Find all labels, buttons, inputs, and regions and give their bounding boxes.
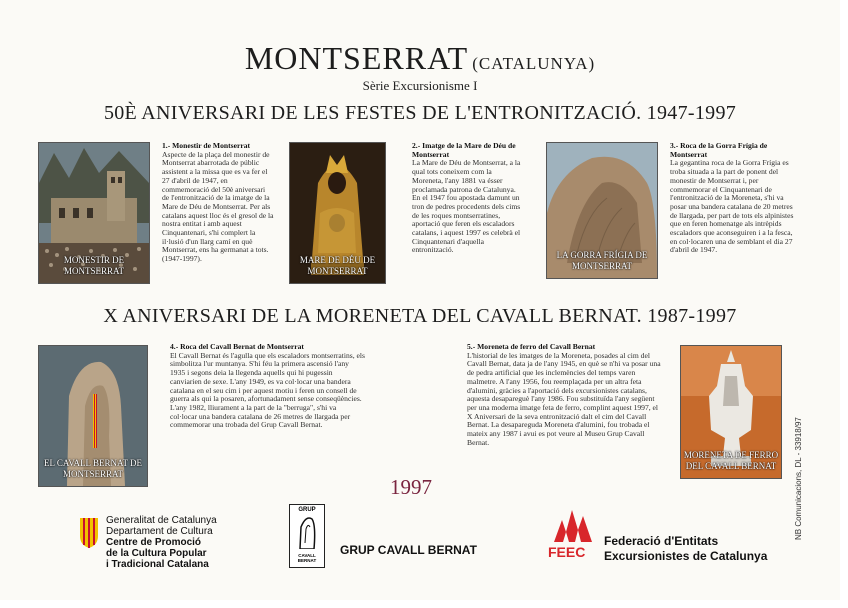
title-sub: (CATALUNYA): [472, 54, 596, 73]
item4-number: 4.-: [170, 342, 179, 351]
cavall-bernat-rock-icon: [290, 513, 324, 549]
page-title: [0, 40, 840, 77]
moreneta-ferro-photo: [680, 345, 782, 479]
item3-number: 3.-: [670, 141, 679, 150]
virgin-caption: MARE DE DÉU DE MONTSERRAT: [299, 255, 376, 276]
cavall-bernat-description: [170, 343, 365, 463]
item2-text: La Mare de Déu de Montserrat, a la qual tots coneixem com la Moreneta, l'any 1881 va ésser proclamada patrona de Catalunya. En el 1947 fou apostada damunt un tron de pedres procedents dels cims de les roques montserratines, aportació que feren els escaladors catalans, i aquest 1997 es celebrà el Cinquantenari d'aquella entronització.: [412, 158, 521, 255]
monastery-photo: [38, 142, 150, 284]
monastery-caption: MONESTIR DE MONTSERRAT: [63, 255, 125, 276]
grup-logo-top: GRUP: [298, 507, 316, 513]
virgin-description: [412, 142, 524, 290]
printer-note: NB Comunicacions, DL - 33918/97: [794, 417, 803, 540]
gencat-line-1: Generalitat de Catalunya: [106, 515, 217, 526]
item1-text: Aspecte de la plaça del monestir de Montserrat abarrotada de públic assistent a la missa que es va fer el 27 d'abril de 1947, en commemoració del 50è aniversari de l'entronització de la imatge de la Mare de Déu de Montserrat. Per als catalans aquest lloc és el gresol de la nostra entitat i amb aquest Cinquantenari, s'hi complert la il·lusió d'un llarg camí en què Montserrat, ens ha germanat a tots. (1947-1997).: [162, 149, 274, 264]
year-stamp: 1997: [390, 475, 432, 499]
item2-number: 2.-: [412, 141, 421, 150]
item4-title: Roca del Cavall Bernat de Montserrat: [180, 342, 304, 351]
gencat-bold-line-1: Centre de Promoció: [106, 537, 202, 548]
section2-heading: X ANIVERSARI DE LA MORENETA DEL CAVALL BERNAT. 1987-1997: [103, 305, 737, 327]
mountain-peaks-icon: [552, 508, 594, 542]
item1-title: Monestir de Montserrat: [172, 141, 251, 150]
grup-name: GRUP CAVALL BERNAT: [340, 543, 477, 557]
grup-logo-bottom: CAVALL BERNAT: [297, 553, 317, 563]
item3-title: Roca de la Gorra Frígia de Montserrat: [670, 141, 768, 159]
item2-title: Imatge de la Mare de Déu de Montserrat: [412, 141, 516, 159]
gorra-frigia-caption: LA GORRA FRÍGIA DE MONTSERRAT: [556, 250, 648, 271]
item5-number: 5.-: [467, 342, 476, 351]
cavall-bernat-caption: EL CAVALL BERNAT DE MONTSERRAT: [43, 458, 143, 479]
senyera-icon: [80, 518, 98, 548]
gorra-frigia-description: [670, 142, 796, 282]
item3-text: La gegantina roca de la Gorra Frígia es troba situada a la part de ponent del monestir de Montserrat i, per commemorar el Cinquantenari de l'entronització de la Moreneta, s'hi va posar una bandera catalana de 20 metres de llargada, per part de tots els alpinistes que en feren homenatge als intrèpids escaladors que aconseguiren i a la fesca, en col·locaren una de semblant el dia 27 d'abril de 1947.: [670, 158, 794, 255]
series-subtitle: Sèrie Excursionisme I: [362, 78, 478, 93]
gencat-logo-text: [106, 515, 217, 570]
feec-logo: [552, 508, 594, 542]
section1-heading: 50È ANIVERSARI DE LES FESTES DE L'ENTRONITZACIÓ. 1947-1997: [103, 102, 737, 124]
item5-title: Moreneta de ferro del Cavall Bernat: [477, 342, 596, 351]
feec-line-1: Federació d'Entitats: [604, 534, 719, 548]
gencat-bold-line-3: i Tradicional Catalana: [106, 559, 209, 570]
grup-cavall-bernat-logo: [289, 504, 325, 568]
monastery-description: [162, 142, 274, 290]
feec-name: [604, 534, 767, 564]
feec-acronym: FEEC: [548, 544, 586, 560]
virgin-photo: [289, 142, 386, 284]
moreneta-ferro-description: [467, 343, 662, 483]
cavall-bernat-photo: [38, 345, 148, 487]
gencat-bold-line-2: de la Cultura Popular: [106, 548, 207, 559]
gencat-line-2: Departament de Cultura: [106, 526, 213, 537]
item1-number: 1.-: [162, 141, 171, 150]
gorra-frigia-photo: [546, 142, 658, 279]
moreneta-ferro-caption: MORENETA DE FERRO DEL CAVALL BERNAT: [683, 450, 779, 471]
title-main: MONTSERRAT: [244, 40, 469, 76]
feec-line-2: Excursionistes de Catalunya: [604, 549, 768, 563]
senyera-logo: [80, 518, 98, 548]
item4-text: El Cavall Bernat és l'agulla que els escaladors montserratins, els simbolitza l'ur muntanya. S'hi féu la primera ascensió l'any 1935 i segons deia la llegenda aquells qui hi pugessin canviarien de sexe. L'any 1949, es va col·locar una bandera catalana en el seu cim i per aquest motiu i feren un consell de guerra als qui la posaren, afortunadament sense conseqüències. L'any 1982, lliurament a la part de la "berruga", s'hi va col·locar una bandera catalana de 26 metres de llargada per commemorar una trobada del Grup Cavall Bernat.: [170, 350, 365, 430]
item5-text: L'historial de les imatges de la Moreneta, posades al cim del Cavall Bernat, data ja de l'any 1945, en què se n'hi va posar una de pedra artificial que les inclemències del temps varen malmetre. A l'any 1956, fou reemplaçada per un altra feta d'alumini, gràcies a l'aportació dels excursionistes catalans, aquesta desapareguè l'any 1986. Fou substituïda l'any següent per una moderna imatge feta de ferro, complint aquest 1997, el X Aniversari de la seva entronització dalt el cim del Cavall Bernat. La desapareguda Moreneta d'alumini, fou trobada el mateix any 1987 i avui es pot veure al Museu Grup Cavall Bernat.: [467, 350, 661, 447]
